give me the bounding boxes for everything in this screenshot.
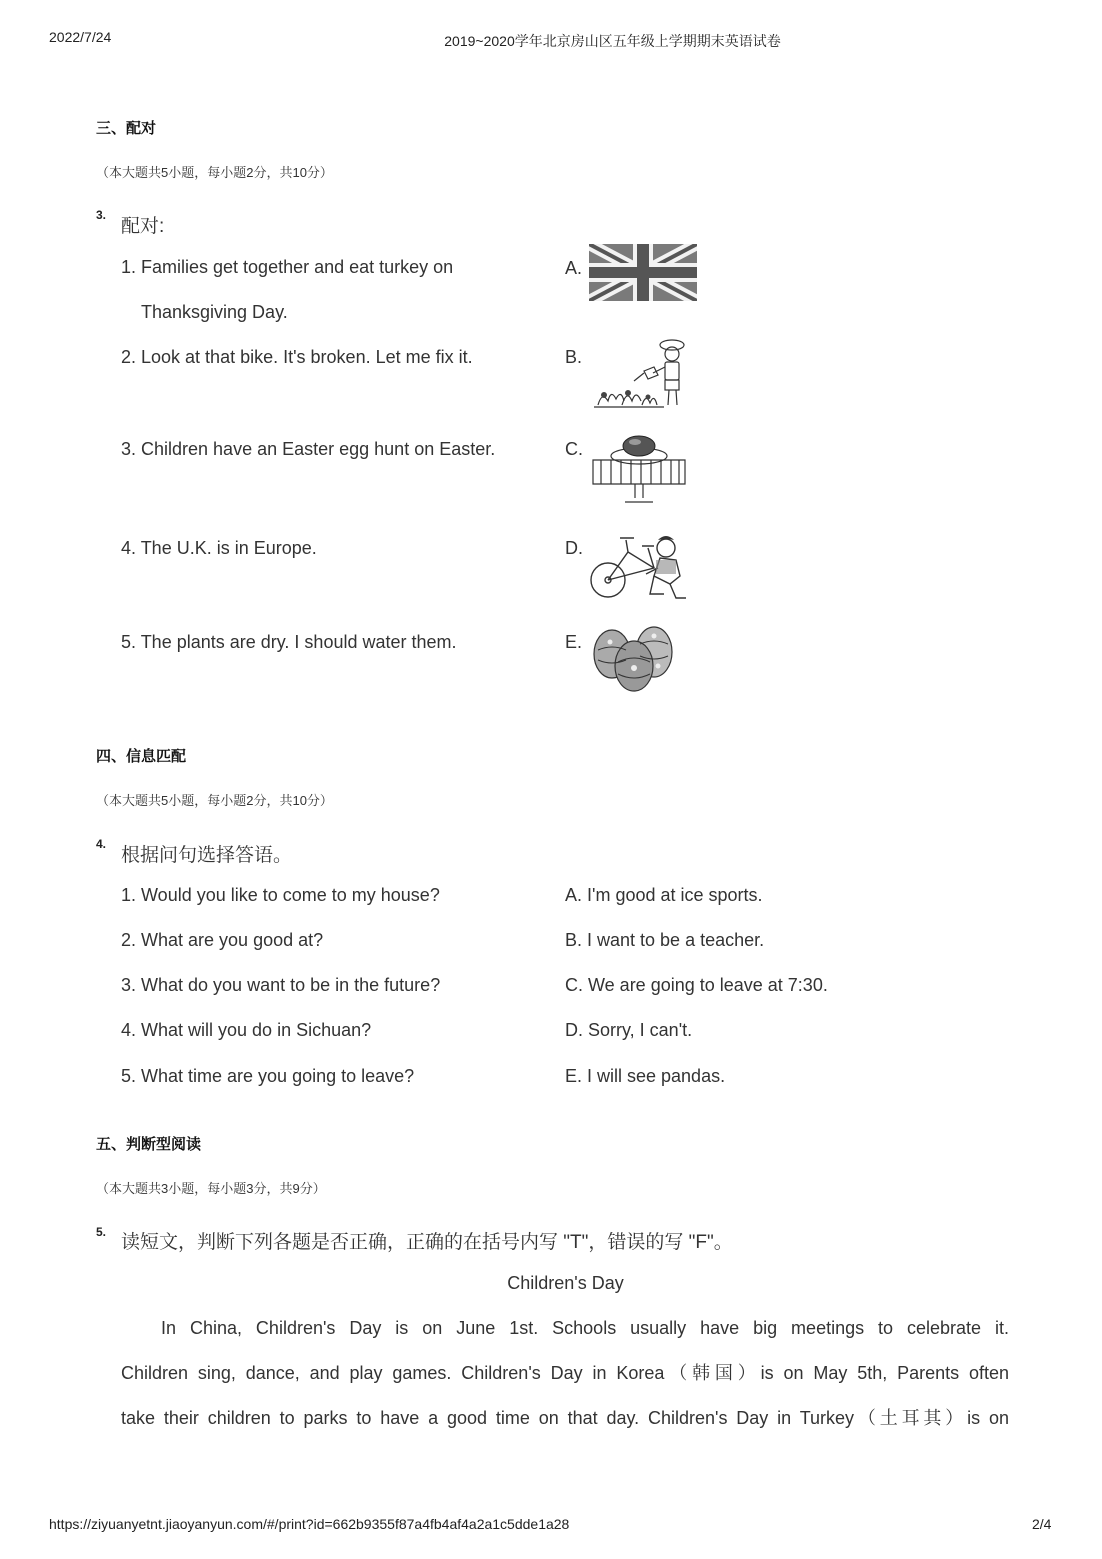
info-question-3: 3. What do you want to be in the future? [121,975,441,995]
info-question-1: 1. Would you like to come to my house? [121,885,440,905]
section-5-title: 五、判断型阅读 [96,1136,202,1153]
match-item-2: 2. Look at that bike. It's broken. Let me fix it. [121,347,473,367]
passage-line-2: Children sing, dance, and play games. Children's Day in Korea（韩国）is on May 5th, Parents often [121,1363,1009,1383]
option-c-label: C. [565,439,583,459]
boy-fixing-bike-icon [588,528,692,604]
match-item-4: 4. The U.K. is in Europe. [121,538,317,558]
info-question-2: 2. What are you good at? [121,930,324,950]
section-3-title: 三、配对 [96,120,157,137]
question-5-text: 读短文，判断下列各题是否正确，正确的在括号内写 "T"，错误的写 "F"。 [121,1232,733,1253]
passage-title: Children's Day [507,1273,624,1293]
option-e-label: E. [565,632,583,652]
info-answer-d: D. Sorry, I can't. [565,1020,693,1040]
match-item-1-cont: Thanksgiving Day. [141,302,288,322]
option-b-label: B. [565,347,583,367]
question-3-text: 配对: [121,216,165,237]
info-question-5: 5. What time are you going to leave? [121,1066,415,1086]
page-number: 2/4 [1032,1516,1052,1532]
document-title: 2019~2020学年北京房山区五年级上学期期末英语试卷 [444,33,781,49]
info-answer-c: C. We are going to leave at 7:30. [565,975,828,995]
question-4-text: 根据问句选择答语。 [121,845,293,866]
info-question-4: 4. What will you do in Sichuan? [121,1020,372,1040]
option-d-label: D. [565,538,583,558]
print-date: 2022/7/24 [49,29,112,45]
roast-turkey-table-icon [589,428,689,508]
passage-line-3: take their children to parks to have a good time on that day. Children's Day in Turkey（土耳其）is on [121,1408,1009,1428]
easter-eggs-icon [590,622,678,694]
info-answer-e: E. I will see pandas. [565,1066,726,1086]
passage-line-1: In China, Children's Day is on June 1st. Schools usually have big meetings to celebrate it. [161,1318,1009,1338]
section-4-note: （本大题共5小题，每小题2分，共10分） [96,793,333,808]
section-3-note: （本大题共5小题，每小题2分，共10分） [96,165,333,180]
section-4-title: 四、信息匹配 [96,748,187,765]
match-item-1: 1. Families get together and eat turkey on [121,257,454,277]
match-item-3: 3. Children have an Easter egg hunt on Easter. [121,439,496,459]
question-3-number: 3. [96,208,107,222]
info-answer-a: A. I'm good at ice sports. [565,885,763,905]
union-jack-flag-icon [589,244,697,301]
question-4-number: 4. [96,837,107,851]
question-5-number: 5. [96,1225,107,1239]
footer-url: https://ziyuanyetnt.jiaoyanyun.com/#/print?id=662b9355f87a4fb4af4a2a1c5dde1a28 [49,1516,570,1532]
match-item-5: 5. The plants are dry. I should water them. [121,632,457,652]
info-answer-b: B. I want to be a teacher. [565,930,765,950]
section-5-note: （本大题共3小题，每小题3分，共9分） [96,1181,326,1196]
option-a-label: A. [565,258,583,278]
boy-watering-plants-icon [592,335,700,410]
